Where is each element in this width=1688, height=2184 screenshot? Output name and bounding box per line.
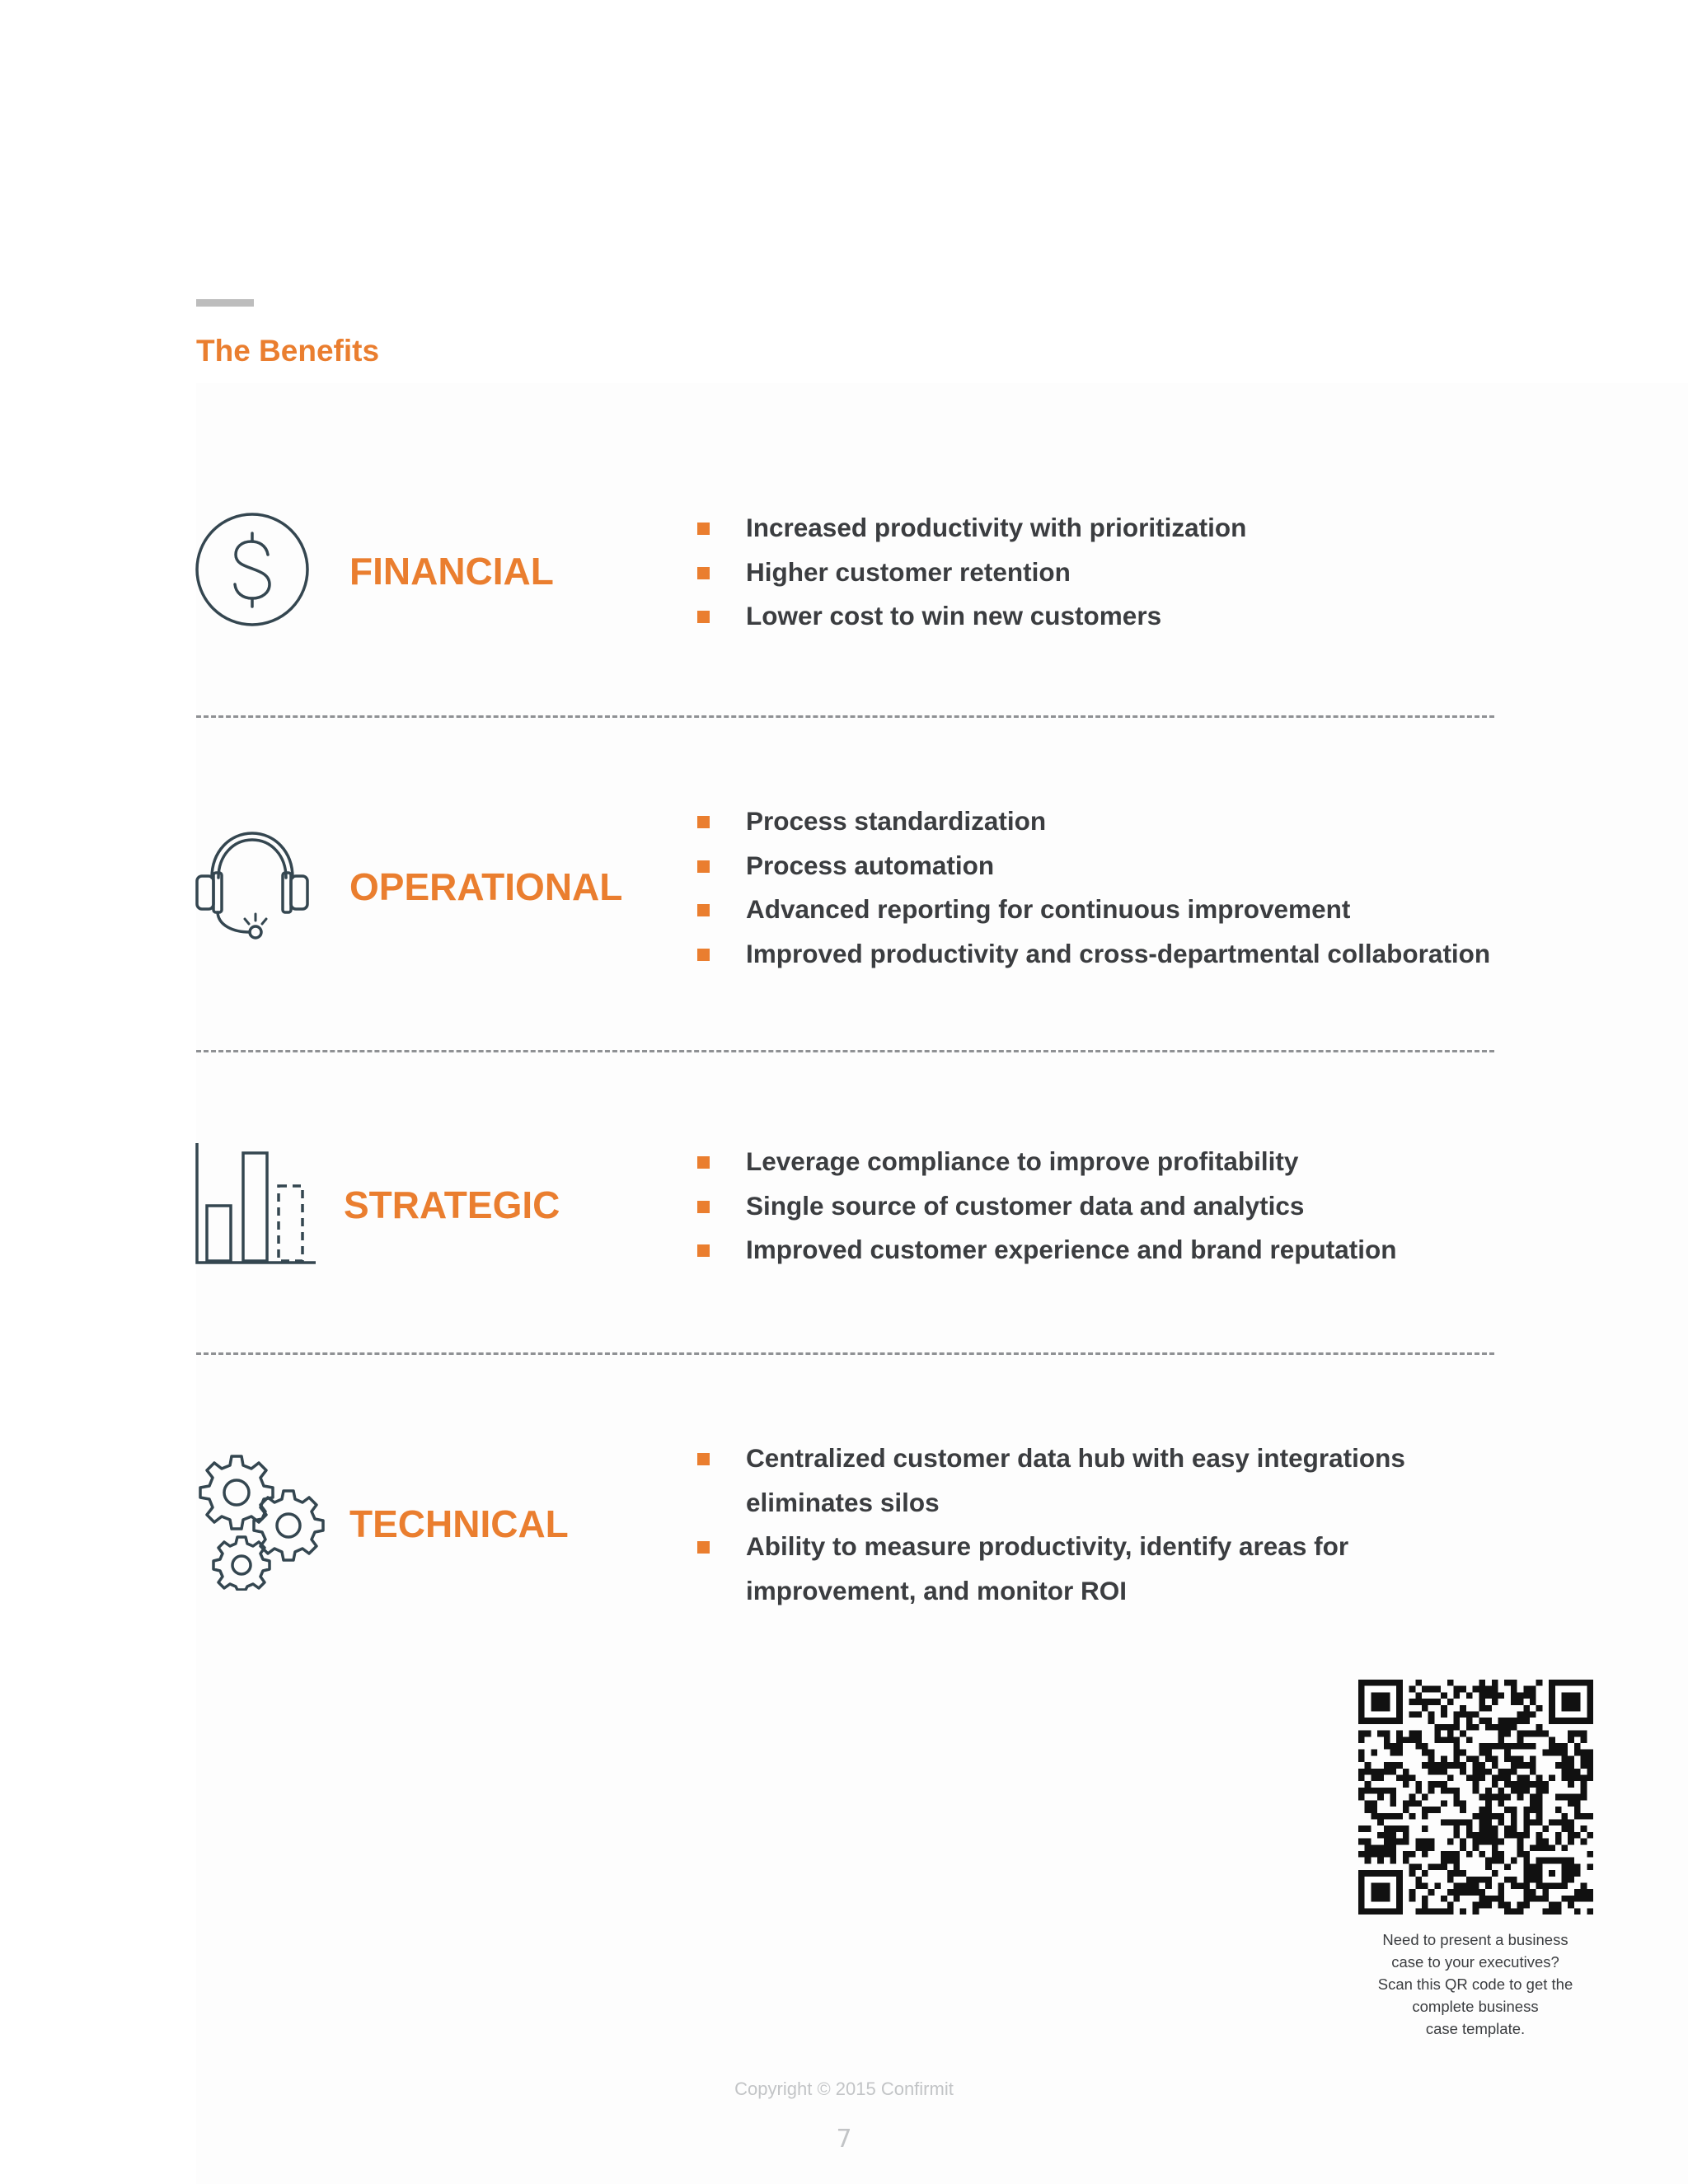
list-item: Single source of customer data and analytics	[696, 1184, 1521, 1229]
bullet-square-icon	[697, 949, 710, 961]
bullet-list	[696, 1436, 1405, 1613]
bullet-list	[696, 506, 1521, 639]
category-label: FINANCIAL	[349, 550, 554, 593]
bullet-square-icon	[697, 904, 710, 916]
qr-code-icon[interactable]	[1358, 1680, 1593, 1915]
list-item: Process standardization	[696, 799, 1521, 844]
list-item: Ability to measure productivity, identify areas for improvement, and monitor ROI	[696, 1525, 1405, 1613]
list-item: Increased productivity with prioritization	[696, 506, 1521, 551]
bullet-square-icon	[697, 1244, 710, 1257]
bullet-list	[696, 1140, 1521, 1272]
list-item: Advanced reporting for continuous improvement	[696, 888, 1521, 932]
gears-icon	[194, 1455, 330, 1591]
page-number: 7	[836, 2125, 852, 2154]
bar-chart-icon	[194, 1141, 317, 1265]
list-item: Improved customer experience and brand reputation	[696, 1228, 1521, 1272]
bullet-square-icon	[697, 611, 710, 623]
bullet-square-icon	[697, 860, 710, 873]
list-item: Higher customer retention	[696, 551, 1521, 595]
section-title: The Benefits	[196, 334, 380, 368]
category-label: TECHNICAL	[349, 1502, 569, 1545]
section-marker	[196, 299, 254, 307]
divider	[196, 715, 1494, 718]
bullet-square-icon	[697, 1541, 710, 1554]
qr-caption: Need to present a business case to your executives? Scan this QR code to get the complete business case template.	[1377, 1931, 1573, 2037]
dollar-coin-icon	[194, 511, 311, 628]
list-item: Leverage compliance to improve profitability	[696, 1140, 1521, 1184]
divider	[196, 1050, 1494, 1052]
copyright: Copyright © 2015 Confirmit	[734, 2079, 954, 2099]
bullet-square-icon	[697, 1156, 710, 1169]
list-item: Process automation	[696, 844, 1521, 888]
headset-icon	[194, 828, 311, 944]
bullet-square-icon	[697, 816, 710, 828]
bullet-square-icon	[697, 1453, 710, 1465]
bullet-list	[696, 799, 1521, 976]
divider	[196, 1352, 1494, 1355]
list-item: Lower cost to win new customers	[696, 594, 1521, 639]
list-item: Improved productivity and cross-departmental collaboration	[696, 932, 1521, 977]
category-label: OPERATIONAL	[349, 865, 623, 908]
bullet-square-icon	[697, 523, 710, 535]
list-item: Centralized customer data hub with easy integrations eliminates silos	[696, 1436, 1405, 1525]
bullet-square-icon	[697, 567, 710, 579]
category-label: STRATEGIC	[344, 1183, 560, 1226]
bullet-square-icon	[697, 1201, 710, 1213]
